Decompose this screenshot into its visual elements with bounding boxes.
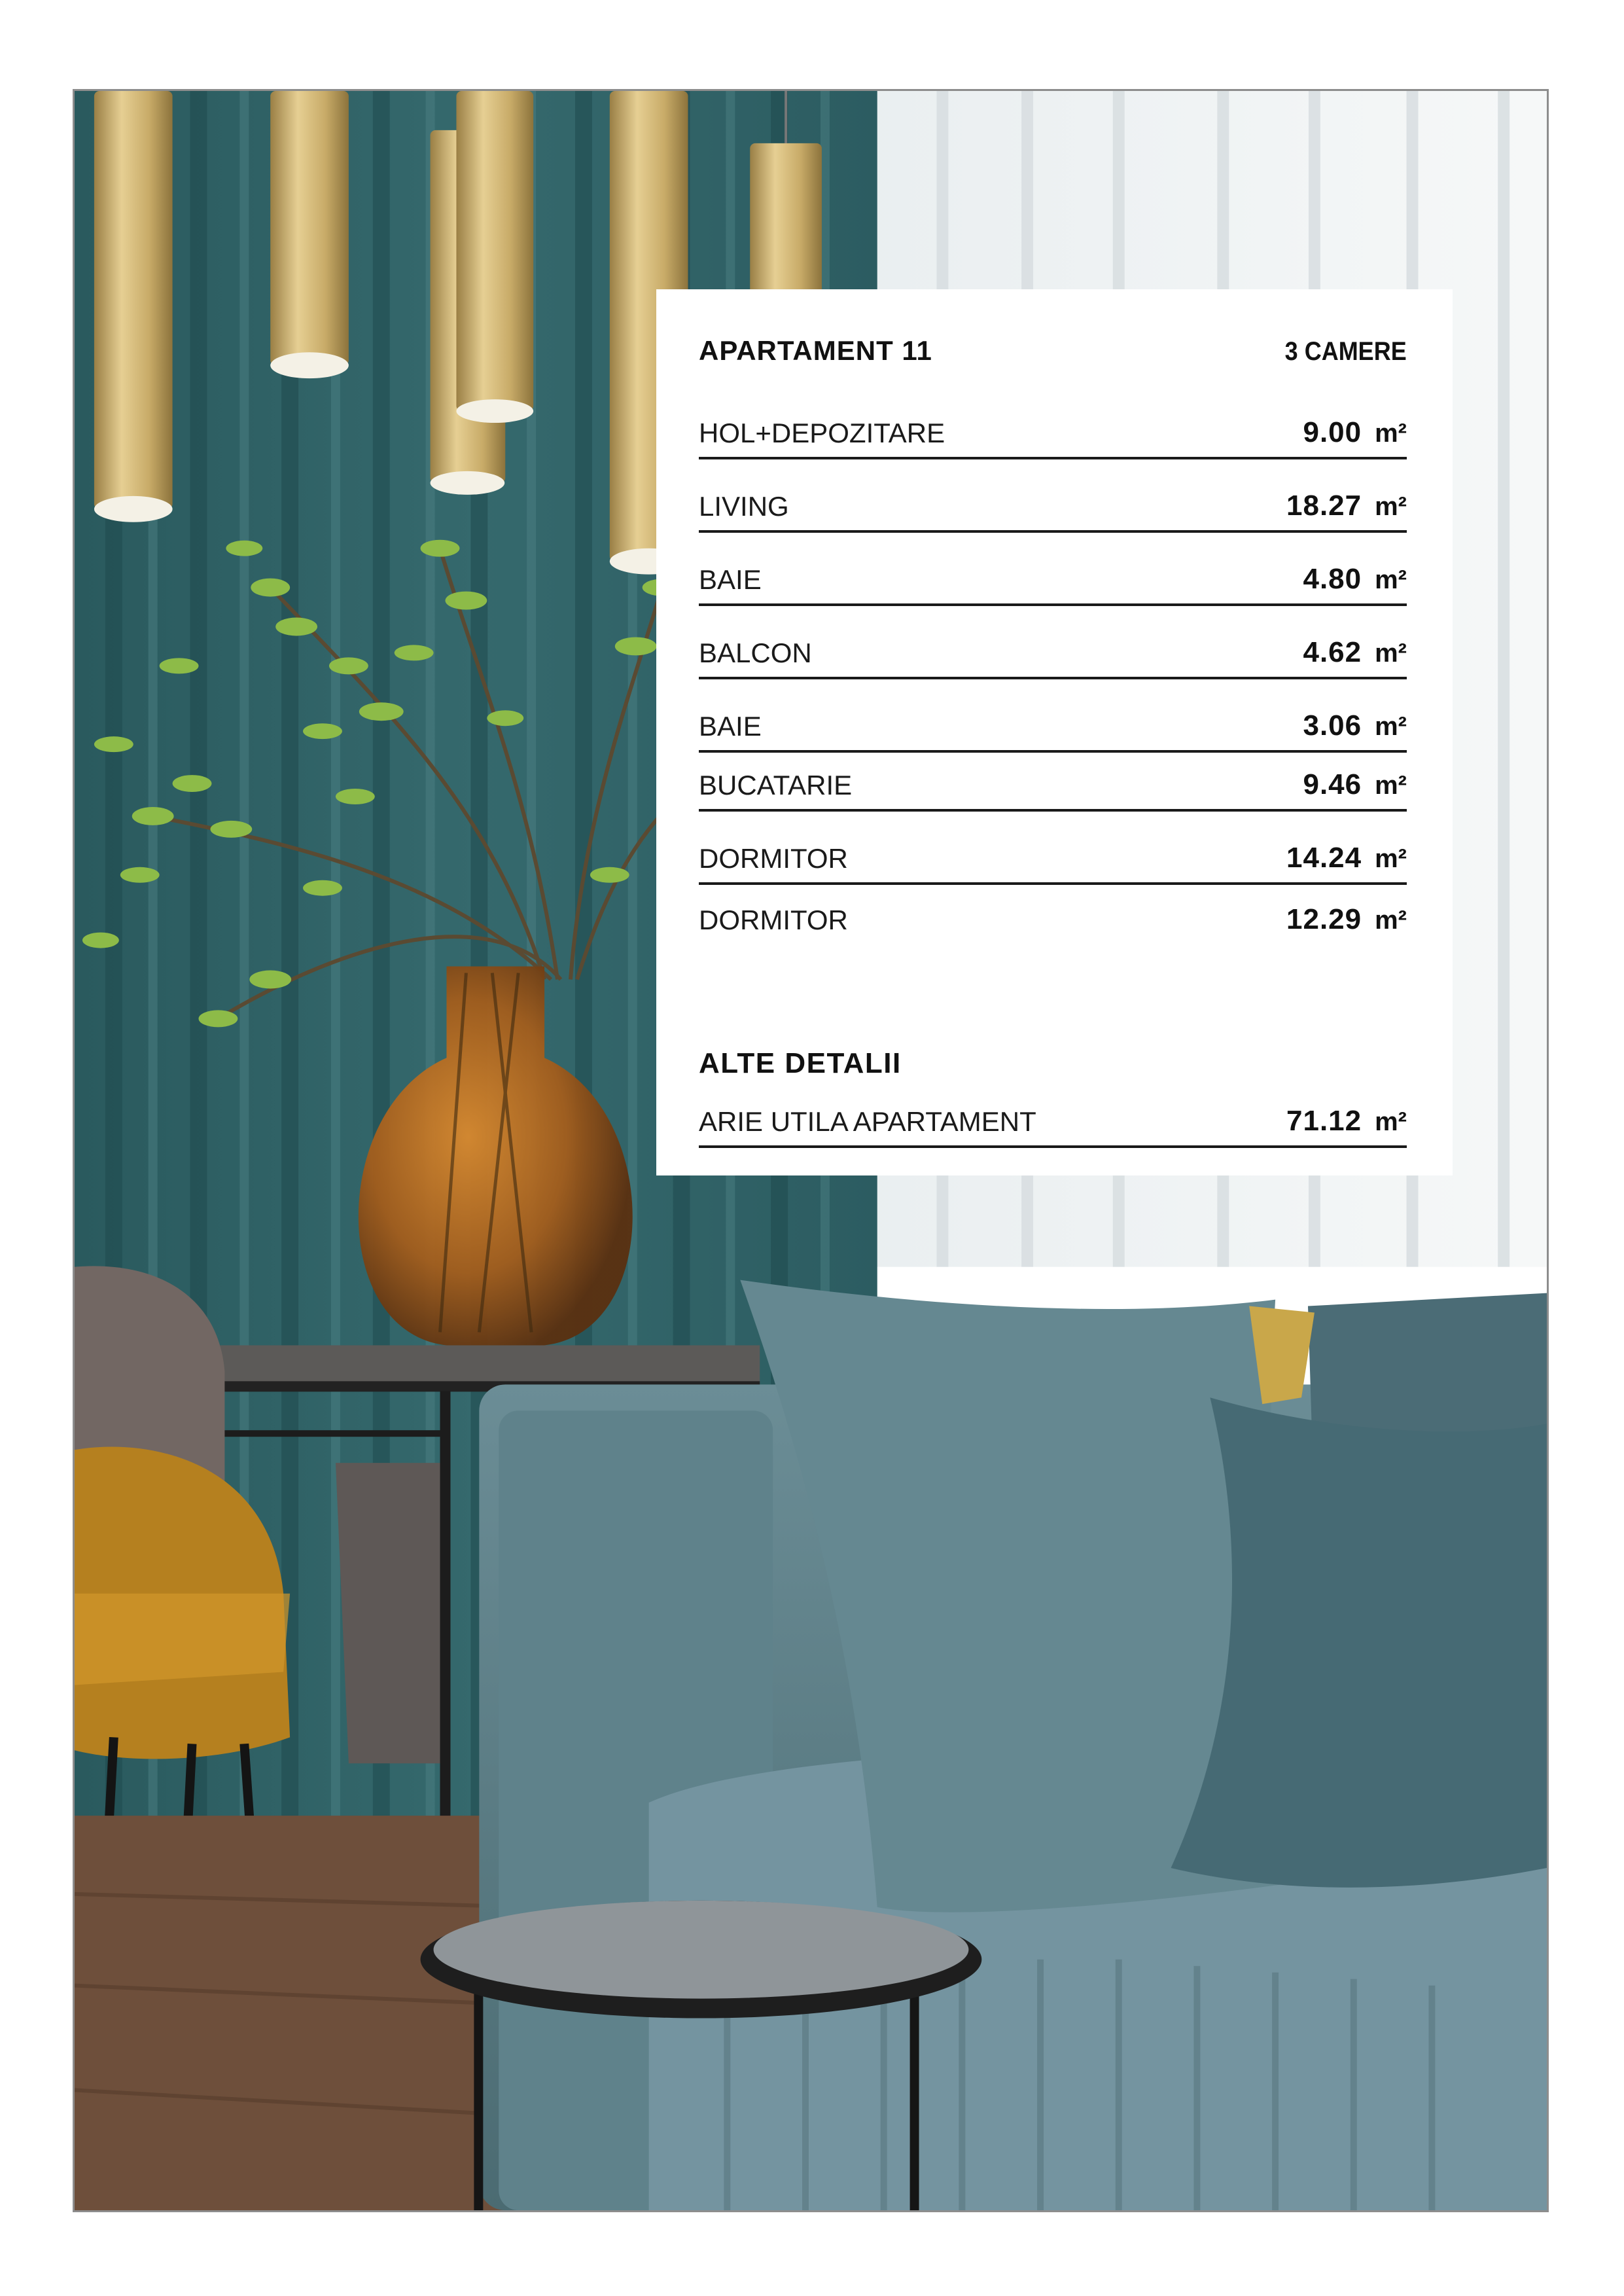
usable-area-row: [699, 1089, 1407, 1148]
room-row: [699, 606, 1407, 679]
area-unit: m²: [1375, 771, 1407, 800]
card-header: [699, 335, 1407, 367]
room-row: [699, 753, 1407, 812]
room-row: [699, 679, 1407, 753]
apartment-title: APARTAMENT 11: [699, 335, 932, 366]
apartment-info-card: [656, 289, 1453, 1175]
details-title: ALTE DETALII: [699, 1047, 902, 1079]
room-row: [699, 885, 1407, 944]
usable-area-label: ARIE UTILA APARTAMENT: [699, 1106, 1036, 1137]
room-area: 4.62: [1303, 636, 1362, 668]
area-unit: m²: [1375, 565, 1407, 594]
room-label: DORMITOR: [699, 843, 848, 874]
room-area: 14.24: [1286, 842, 1362, 874]
area-unit: m²: [1375, 844, 1407, 873]
area-unit: m²: [1375, 639, 1407, 668]
room-area: 9.46: [1303, 768, 1362, 800]
area-unit: m²: [1375, 419, 1407, 448]
room-area: 4.80: [1303, 563, 1362, 595]
usable-area-value: 71.12: [1286, 1105, 1362, 1137]
room-label: BAIE: [699, 564, 762, 595]
room-label: BALCON: [699, 637, 812, 668]
room-row: [699, 812, 1407, 885]
room-row: [699, 459, 1407, 533]
area-unit: m²: [1375, 492, 1407, 521]
area-unit: m²: [1375, 906, 1407, 935]
area-unit: m²: [1375, 712, 1407, 741]
room-row: [699, 401, 1407, 459]
room-area: 18.27: [1286, 490, 1362, 522]
room-label: BUCATARIE: [699, 770, 853, 800]
room-label: LIVING: [699, 491, 789, 522]
room-area: 12.29: [1286, 903, 1362, 935]
room-label: BAIE: [699, 711, 762, 742]
room-area: 9.00: [1303, 416, 1362, 448]
room-label: HOL+DEPOZITARE: [699, 418, 945, 448]
room-label: DORMITOR: [699, 905, 848, 935]
area-unit: m²: [1375, 1107, 1407, 1136]
room-row: [699, 533, 1407, 606]
room-area: 3.06: [1303, 709, 1362, 742]
rooms-count: 3 CAMERE: [1284, 337, 1407, 366]
